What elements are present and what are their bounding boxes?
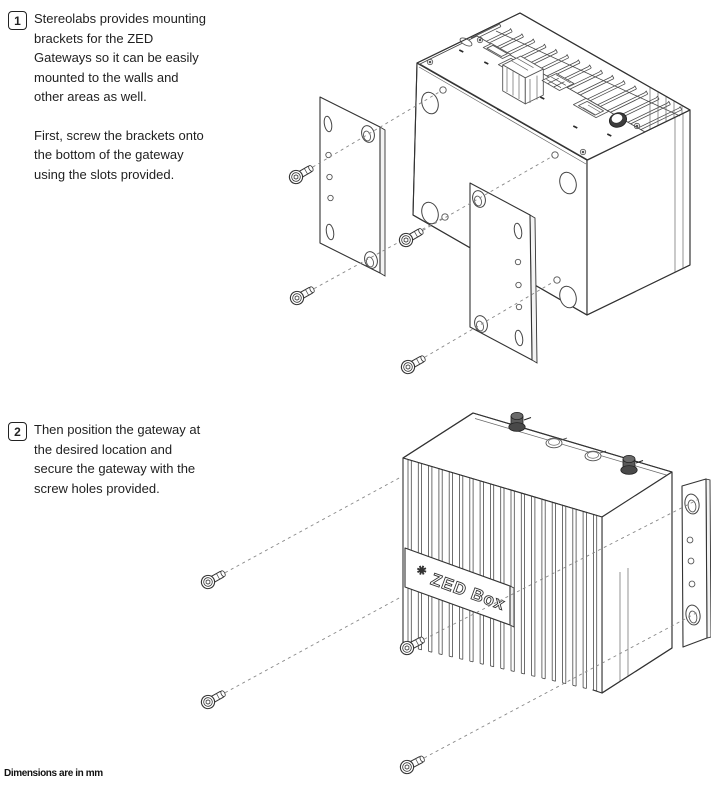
diagram-step1-exploded-view — [280, 0, 711, 400]
gateway-device — [403, 412, 672, 693]
flathead-screw — [199, 687, 228, 711]
text-line: secure the gateway with the — [34, 461, 196, 476]
diagram-step2-mounted-view — [180, 400, 711, 791]
step-2-number-badge — [8, 422, 27, 441]
text-line: Then position the gateway at — [34, 422, 201, 437]
step-1-number-badge — [8, 11, 27, 30]
flathead-screw — [287, 162, 316, 186]
dimensions-note: Dimensions are in mm — [4, 768, 103, 779]
text-line: other areas as well. — [34, 89, 147, 104]
step-1-instructions — [8, 9, 244, 184]
brand-star-icon: ✳ — [415, 563, 429, 579]
step-number: 2 — [14, 424, 21, 439]
text-line: brackets for the ZED — [34, 30, 154, 46]
mounting-bracket-left — [320, 97, 385, 276]
flathead-screw — [397, 225, 426, 249]
text-line: the bottom of the gateway — [34, 147, 184, 162]
flathead-screw — [288, 283, 317, 307]
flathead-screw — [199, 567, 228, 591]
text-line: screw holes provided. — [34, 480, 160, 496]
step-1-text — [34, 9, 244, 184]
text-line: mounted to the walls and — [34, 69, 179, 85]
flathead-screw — [398, 752, 427, 776]
gateway-device — [413, 13, 690, 315]
mounting-bracket-right — [682, 479, 711, 647]
device-label-text: ZED Box — [428, 569, 508, 615]
antenna-connector — [509, 412, 531, 431]
text-line: Stereolabs provides mounting — [34, 11, 206, 26]
text-line: First, screw the brackets onto — [34, 127, 204, 143]
text-line: using the slots provided. — [34, 166, 175, 182]
flathead-screw — [399, 352, 428, 376]
step-number: 1 — [14, 13, 21, 28]
text-line: Gateways so it can be easily — [34, 50, 199, 65]
text-line: the desired location and — [34, 441, 173, 457]
